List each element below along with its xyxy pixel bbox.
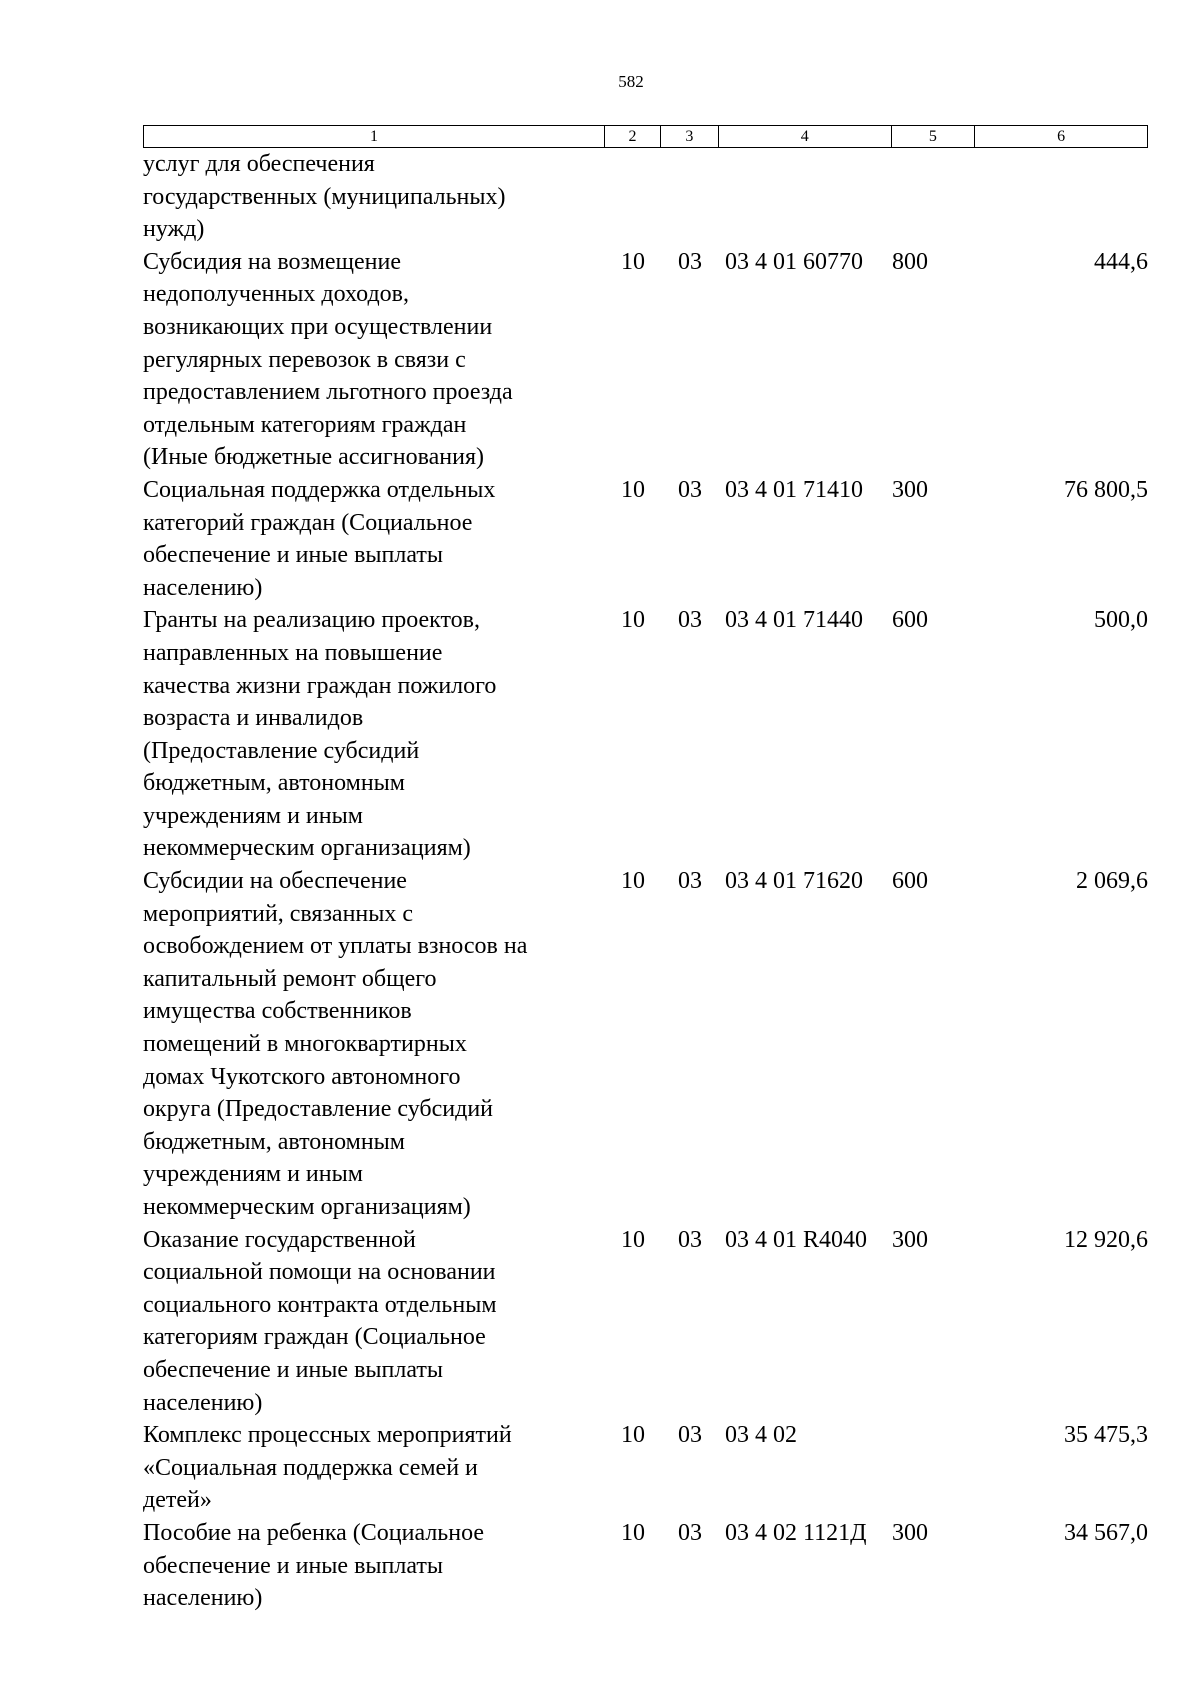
row-subsection (661, 148, 719, 246)
header-col-6: 6 (1057, 128, 1066, 145)
row-subsection: 03 (678, 1226, 702, 1253)
row-target-article: 03 4 01 60770 (725, 248, 863, 275)
row-subsection: 03 (678, 607, 702, 634)
row-amount: 34 567,0 (1064, 1519, 1148, 1546)
row-amount: 12 920,6 (1064, 1226, 1148, 1253)
row-section: 10 (621, 1422, 645, 1449)
row-expense-type (892, 148, 976, 246)
row-subsection: 03 (678, 868, 702, 895)
row-amount: 444,6 (1094, 248, 1148, 275)
table-header (143, 125, 1148, 148)
row-target-article: 03 4 01 71620 (725, 868, 863, 895)
row-expense-type: 800 (892, 248, 928, 275)
row-expense-type: 300 (892, 1519, 928, 1546)
row-amount: 500,0 (1094, 607, 1148, 634)
row-amount: 35 475,3 (1064, 1422, 1148, 1449)
row-amount (976, 148, 1148, 246)
row-section: 10 (621, 607, 645, 634)
row-name: Субсидия на возмещение недополученных доходов, возникающих при осуществлении регулярных перевозок в связи с предоставлением льготного проезда отдельным категориям граждан (Иные бюджетные ассигнования) (143, 248, 513, 471)
row-expense-type: 600 (892, 607, 928, 634)
row-amount: 2 069,6 (1076, 868, 1148, 895)
table-row (143, 148, 1148, 246)
header-col-3: 3 (661, 126, 719, 147)
row-section: 10 (621, 248, 645, 275)
row-name: Гранты на реализацию проектов, направленных на повышение качества жизни граждан пожилого возраста и инвалидов (Предоставление субсидий бюджетным, автономным учреждениям и иным некоммерческим организациям) (143, 607, 497, 862)
row-name: Пособие на ребенка (Социальное обеспечение и иные выплаты населению) (143, 1519, 485, 1612)
header-col-2: 2 (605, 126, 661, 147)
table-row (143, 474, 1148, 604)
row-target-article (719, 148, 892, 246)
table-row (143, 865, 1148, 1224)
row-name: Оказание государственной социальной помощи на основании социального контракта отдельным категориям граждан (Социальное обеспечение и иные выплаты населению) (143, 1226, 497, 1416)
row-name: услуг для обеспечения государственных (муниципальных) нужд) (143, 151, 506, 243)
page-number: 582 (618, 72, 644, 91)
row-expense-type: 600 (892, 868, 928, 895)
row-subsection: 03 (678, 1422, 702, 1449)
row-target-article: 03 4 02 1121Д (725, 1519, 867, 1546)
header-col-1: 1 (144, 126, 605, 147)
row-name: Социальная поддержка отдельных категорий граждан (Социальное обеспечение и иные выплаты населению) (143, 476, 496, 601)
row-expense-type (892, 1419, 976, 1517)
table-row (143, 604, 1148, 865)
row-amount: 76 800,5 (1064, 476, 1148, 503)
row-expense-type: 300 (892, 1226, 928, 1253)
row-subsection: 03 (678, 248, 702, 275)
table-row (143, 1224, 1148, 1420)
table-body (143, 148, 1148, 1615)
row-target-article: 03 4 01 R4040 (725, 1226, 868, 1253)
row-name: Комплекс процессных мероприятий «Социальная поддержка семей и детей» (143, 1422, 512, 1514)
row-section: 10 (621, 868, 645, 895)
table-row (143, 246, 1148, 474)
row-target-article: 03 4 02 (725, 1422, 797, 1449)
row-target-article: 03 4 01 71410 (725, 476, 863, 503)
table-row (143, 1419, 1148, 1517)
row-section: 10 (621, 476, 645, 503)
row-section (605, 148, 661, 246)
row-subsection: 03 (678, 476, 702, 503)
header-col-4: 4 (719, 126, 892, 147)
row-section: 10 (621, 1519, 645, 1546)
header-col-5: 5 (892, 126, 976, 147)
budget-table (143, 125, 1148, 1615)
row-subsection: 03 (678, 1519, 702, 1546)
row-section: 10 (621, 1226, 645, 1253)
row-name: Субсидии на обеспечение мероприятий, связанных с освобождением от уплаты взносов на капитальный ремонт общего имущества собственников помещений в многоквартирных домах Чукотского автономного округа (Предоставление субсидий бюджетным, автономным учреждениям и иным некоммерческим организациям) (143, 868, 528, 1220)
table-row (143, 1517, 1148, 1615)
row-expense-type: 300 (892, 476, 928, 503)
row-target-article: 03 4 01 71440 (725, 607, 863, 634)
